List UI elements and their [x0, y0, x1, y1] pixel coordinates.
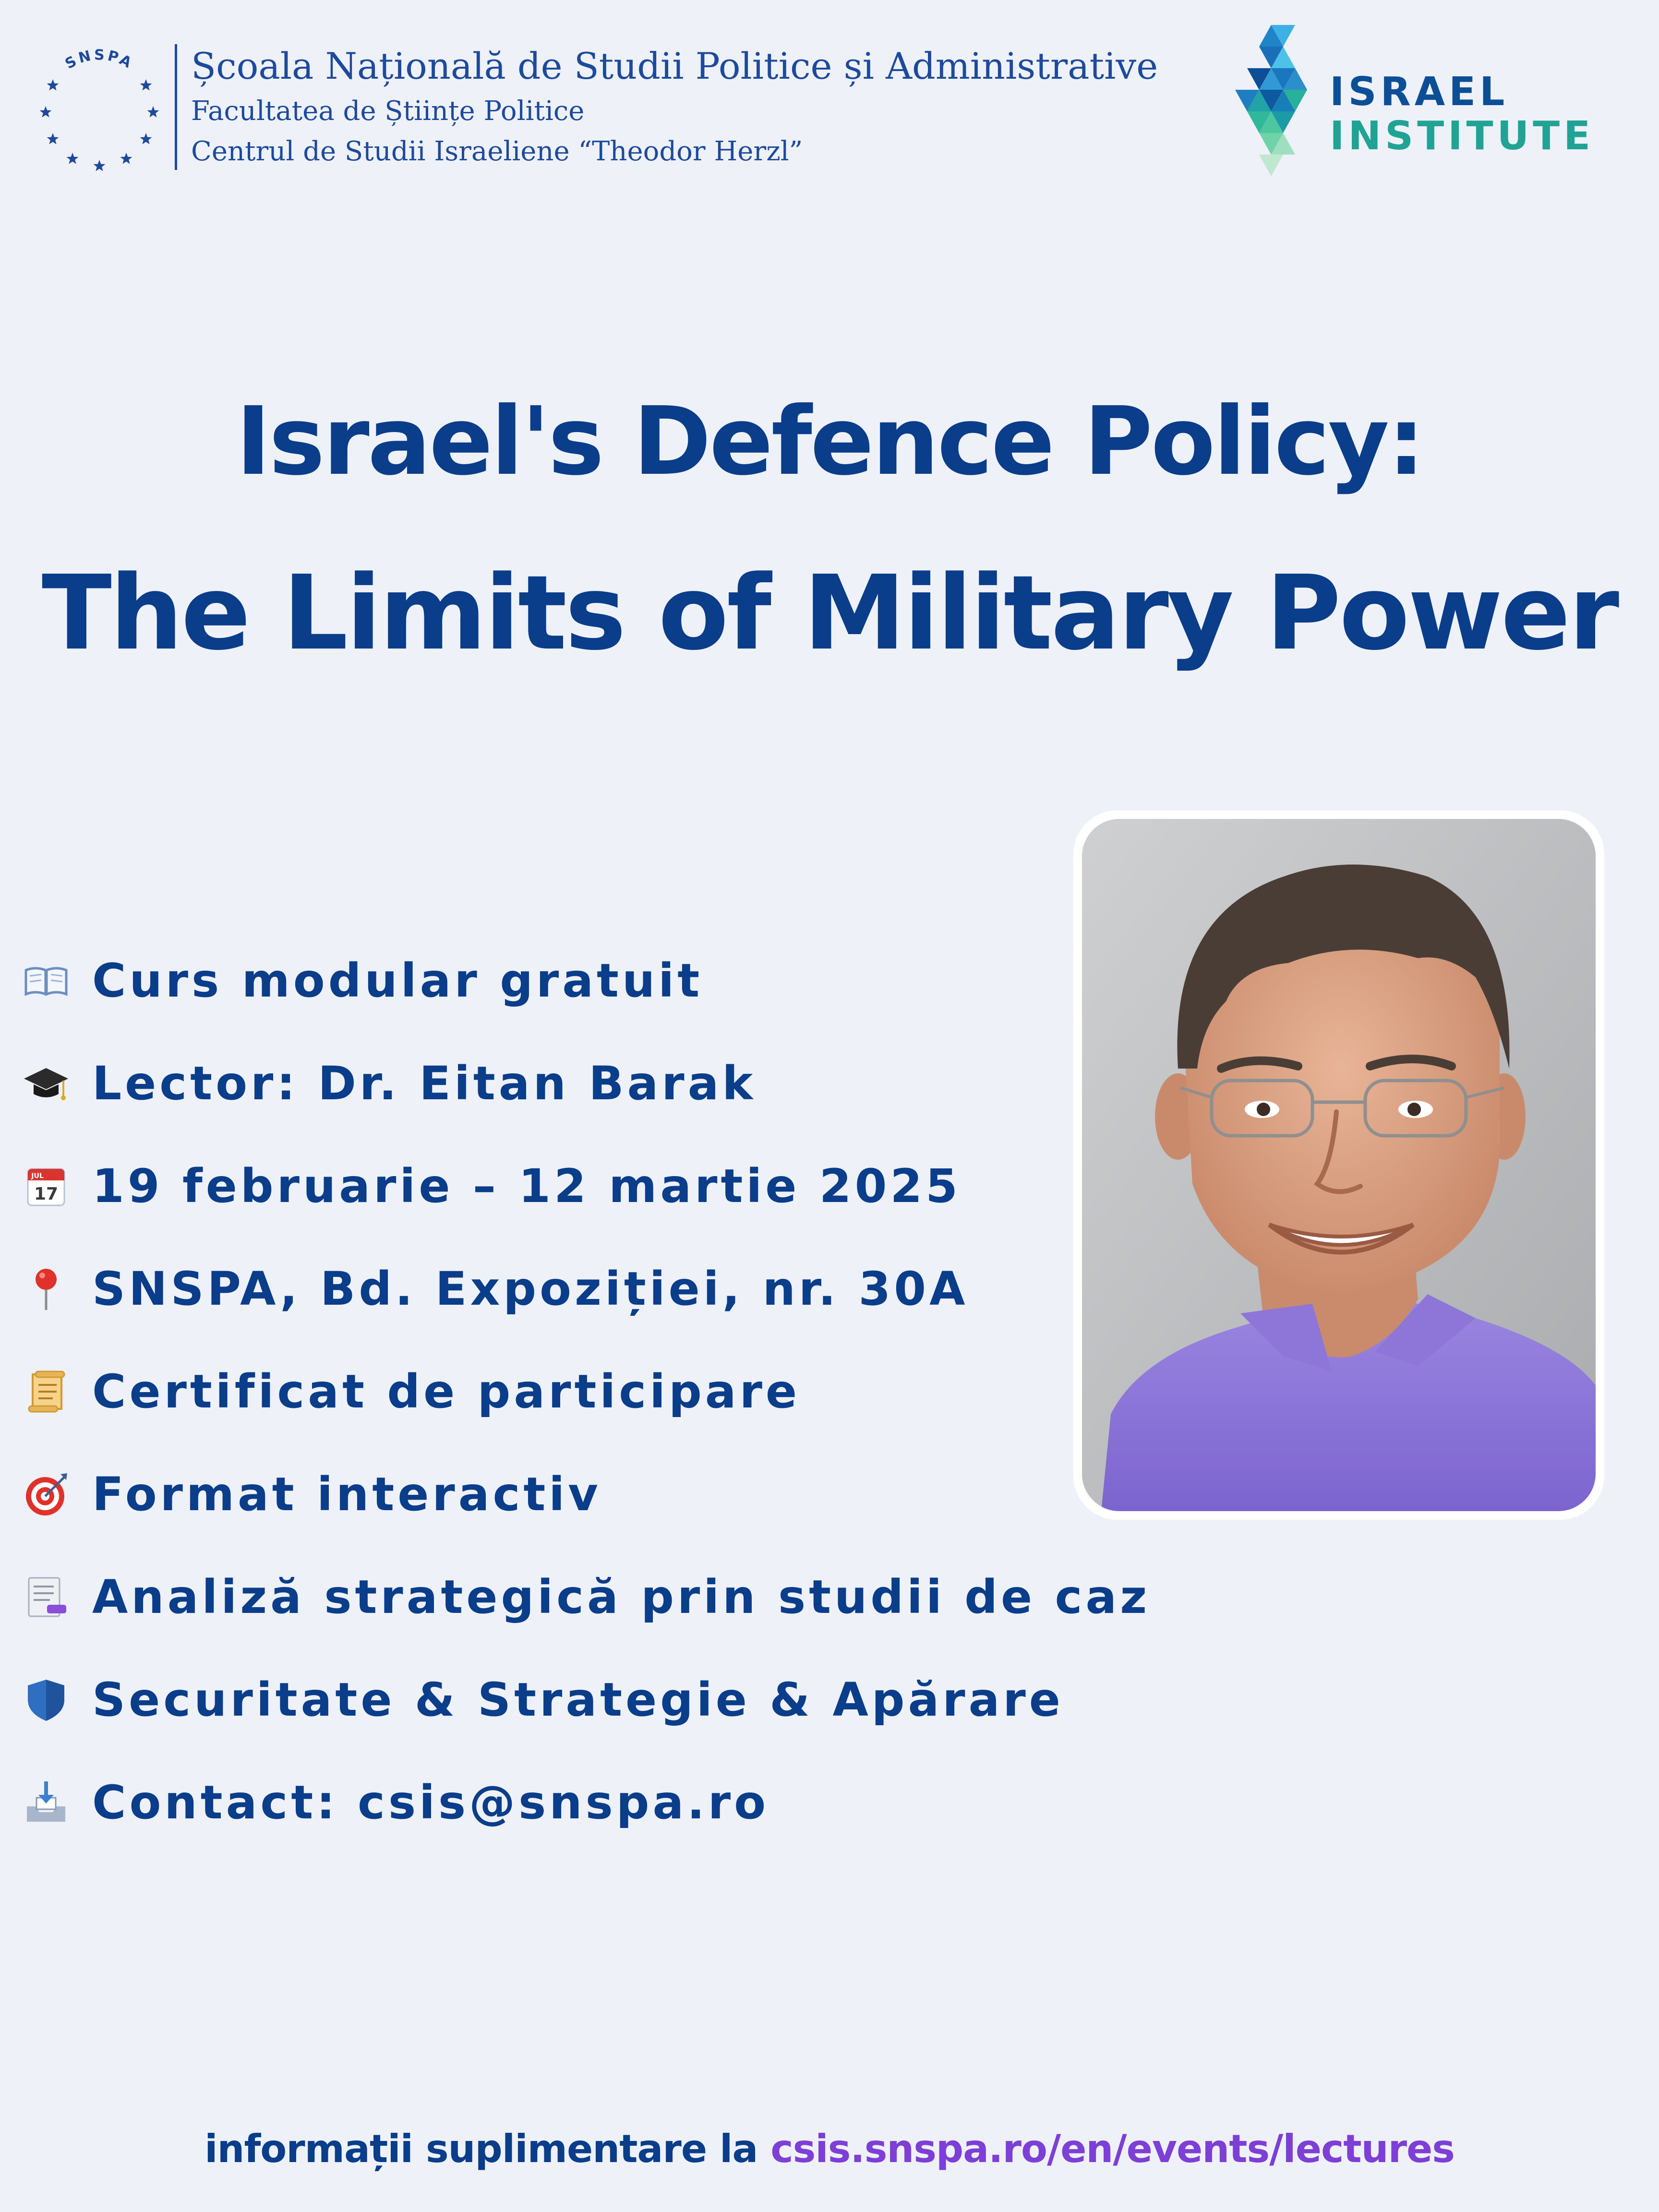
snspa-school-name: Școala Națională de Studii Politice și Administrative [191, 45, 1158, 87]
israel-institute-line1: ISRAEL [1330, 69, 1509, 115]
feature-item-course [22, 929, 1150, 1032]
footer-link[interactable]: csis.snspa.ro/en/events/lectures [770, 2127, 1455, 2171]
snspa-logo [30, 40, 169, 175]
calendar-icon [22, 1162, 70, 1210]
feature-item-lecturer [22, 1032, 1150, 1135]
feature-item-certificate [22, 1340, 1150, 1443]
snspa-star [94, 160, 106, 171]
shield-icon [22, 1676, 70, 1724]
feature-text: Format interactiv [92, 1467, 601, 1521]
snspa-star [47, 79, 59, 91]
footer-info [0, 2123, 1659, 2176]
graduation-cap-icon [22, 1059, 70, 1107]
snspa-star [147, 106, 159, 118]
inbox-tray-icon [22, 1779, 70, 1827]
israel-institute-wordmark [1330, 70, 1594, 158]
svg-text:SNSPA: SNSPA [62, 47, 136, 73]
feature-text: Securitate & Strategie & Apărare [92, 1673, 1064, 1727]
feature-text: Lector: Dr. Eitan Barak [92, 1057, 757, 1110]
snspa-faculty-name: Facultatea de Științe Politice [191, 96, 585, 127]
feature-item-analysis [22, 1546, 1150, 1648]
feature-item-format [22, 1443, 1150, 1546]
header-divider [175, 44, 177, 170]
svg-text:17: 17 [34, 1184, 59, 1204]
snspa-star [40, 106, 52, 118]
feature-text: Contact: csis@snspa.ro [92, 1776, 769, 1829]
feature-text: Curs modular gratuit [92, 954, 703, 1008]
feature-item-location [22, 1238, 1150, 1340]
page-title-line2: The Limits of Military Power [41, 553, 1618, 673]
feature-text: Certificat de participare [92, 1365, 801, 1419]
feature-list [22, 929, 1150, 1854]
snspa-star [47, 133, 59, 144]
direct-hit-target-icon [22, 1470, 70, 1518]
feature-item-contact [22, 1751, 1150, 1854]
snspa-star [67, 153, 79, 164]
scroll-icon [22, 1368, 70, 1416]
snspa-institution-text [191, 41, 1158, 172]
snspa-star [140, 133, 152, 144]
snspa-star [120, 153, 132, 164]
footer-label: informații suplimentare la [204, 2127, 771, 2171]
triangle-mosaic-logo-icon [1233, 25, 1310, 179]
page-title-line1: Israel's Defence Policy: [236, 387, 1423, 496]
bookmark-tabs-icon [22, 1573, 70, 1621]
round-pushpin-icon [22, 1265, 70, 1313]
feature-item-topics [22, 1648, 1150, 1751]
feature-item-dates [22, 1135, 1150, 1238]
speaker-photo-frame [1073, 810, 1604, 1520]
israel-institute-line2: INSTITUTE [1330, 113, 1595, 159]
open-book-icon [22, 957, 70, 1005]
eu-stars-ring-logo-icon [30, 40, 169, 175]
feature-text: 19 februarie – 12 martie 2025 [92, 1159, 961, 1213]
feature-text: Analiză strategică prin studii de caz [92, 1570, 1151, 1624]
feature-text: SNSPA, Bd. Expoziției, nr. 30A [92, 1262, 969, 1316]
snspa-center-name: Centrul de Studii Israeliene “Theodor Herzl” [191, 136, 803, 167]
israel-institute-logo [1233, 25, 1310, 179]
snspa-star [140, 79, 152, 91]
speaker-photo [1082, 819, 1596, 1511]
svg-text:JUL: JUL [31, 1172, 44, 1180]
